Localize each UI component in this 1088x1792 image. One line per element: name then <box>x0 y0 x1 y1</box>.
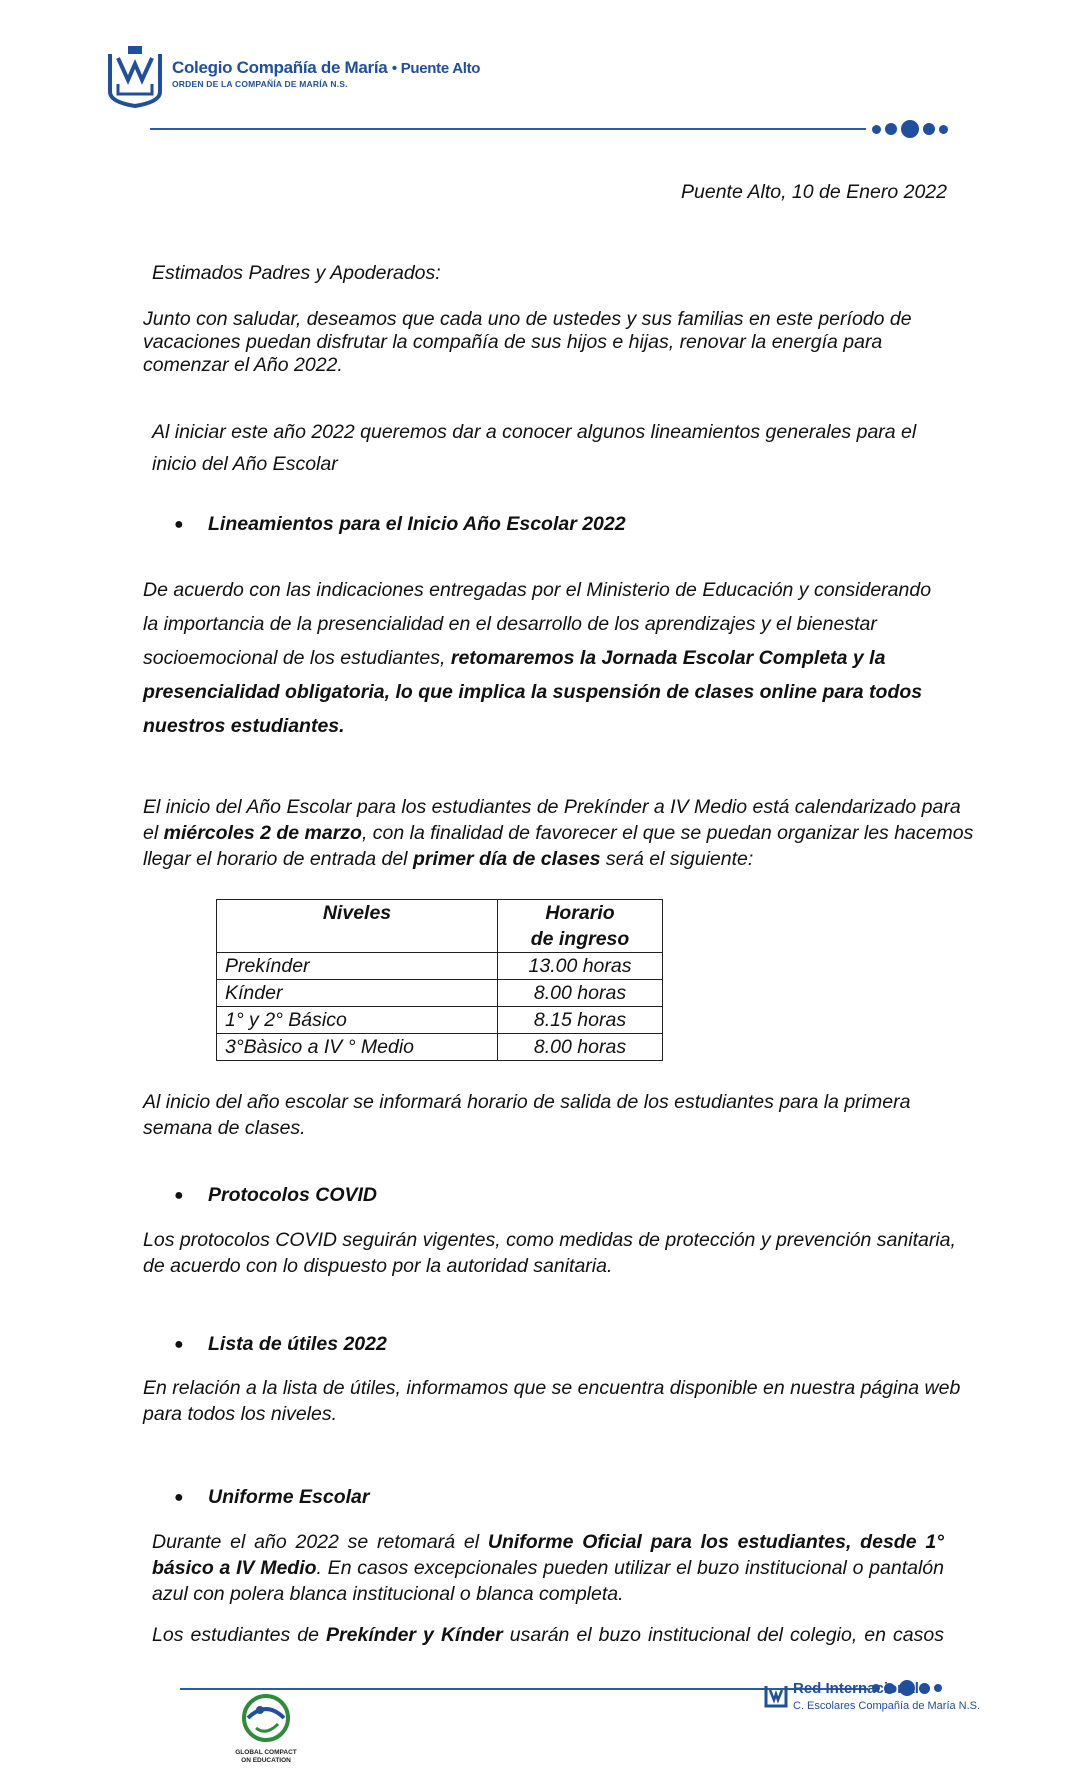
table-row <box>217 980 663 1007</box>
section1-line-2: la importancia de la presencialidad en el desarrollo de los aprendizajes y el bienestar <box>143 613 877 635</box>
section1-line-5: nuestros estudiantes. <box>143 715 345 737</box>
section1-line-3: socioemocional de los estudiantes, retomaremos la Jornada Escolar Completa y la <box>143 647 886 669</box>
section-heading-uniform: Uniforme Escolar <box>208 1486 370 1508</box>
table-cell-level: 3°Bàsico a IV ° Medio <box>217 1034 498 1061</box>
red-internacional-title: Red Internacional <box>793 1680 919 1697</box>
red-internacional-subtitle: C. Escolares Compañía de María N.S. <box>793 1700 981 1712</box>
table-row <box>217 1007 663 1034</box>
section1-line-1: De acuerdo con las indicaciones entregadas por el Ministerio de Educación y considerando <box>143 579 932 601</box>
table-row <box>217 953 663 980</box>
school-order: ORDEN DE LA COMPAÑÍA DE MARÍA N.S. <box>172 79 348 89</box>
schedule-intro-line-1: El inicio del Año Escolar para los estudiantes de Prekínder a IV Medio está calendarizado para <box>143 796 961 818</box>
uniform-paragraph-1: Durante el año 2022 se retomará el Uniforme Oficial para los estudiantes, desde 1° básico a IV Medio. En casos excepcionales pueden utilizar el buzo institucional o pantalón azul con polera blanca institucional o blanca completa. <box>152 1531 944 1605</box>
section1-line-4: presencialidad obligatoria, lo que implica la suspensión de clases online para todos <box>143 681 923 703</box>
table-cell-time: 8.00 horas <box>498 980 663 1007</box>
table-cell-time: 13.00 horas <box>498 953 663 980</box>
schedule-intro-line-3: llegar el horario de entrada del primer día de clases será el siguiente: <box>143 848 754 870</box>
table-cell-level: Prekínder <box>217 953 498 980</box>
red-internacional-logo-icon <box>764 1684 788 1710</box>
table-cell-level: Kínder <box>217 980 498 1007</box>
letter-date: Puente Alto, 10 de Enero 2022 <box>681 181 947 203</box>
bullet-icon: ● <box>174 1336 184 1353</box>
school-name: Colegio Compañía de María • Puente Alto <box>172 58 481 77</box>
table-cell-time: 8.15 horas <box>498 1007 663 1034</box>
header-dots <box>872 120 948 138</box>
table-header-row <box>217 900 663 953</box>
table-cell-level: 1° y 2° Básico <box>217 1007 498 1034</box>
bullet-icon: ● <box>174 516 184 533</box>
school-logo-icon <box>106 44 164 110</box>
covid-paragraph: Los protocolos COVID seguirán vigentes, como medidas de protección y prevención sanitaria, de acuerdo con lo dispuesto por la autoridad sanitaria. <box>143 1229 956 1277</box>
letter-greeting: Estimados Padres y Apoderados: <box>152 262 441 284</box>
svg-text:GLOBAL COMPACT: GLOBAL COMPACT <box>235 1749 297 1756</box>
svg-text:ON EDUCATION: ON EDUCATION <box>241 1757 291 1764</box>
after-table-paragraph: Al inicio del año escolar se informará horario de salida de los estudiantes para la primera semana de clases. <box>143 1091 911 1139</box>
bullet-icon: ● <box>174 1187 184 1204</box>
table-header-time: Horario de ingreso <box>498 900 663 953</box>
intro-paragraph: Junto con saludar, deseamos que cada uno de ustedes y sus familias en este período de vacaciones puedan disfrutar la compañía de sus hijos e hijas, renovar la energía para comenzar el Año 2022. <box>143 308 912 376</box>
section-heading-lineamientos: Lineamientos para el Inicio Año Escolar 2022 <box>208 513 626 535</box>
section-heading-supplies: Lista de útiles 2022 <box>208 1333 387 1355</box>
header-divider <box>150 128 866 130</box>
section-heading-covid: Protocolos COVID <box>208 1184 378 1206</box>
bullet-icon: ● <box>174 1489 184 1506</box>
table-header-level: Niveles <box>217 900 498 953</box>
table-cell-time: 8.00 horas <box>498 1034 663 1061</box>
schedule-table <box>216 899 663 1061</box>
start-line-1: Al iniciar este año 2022 queremos dar a conocer algunos lineamientos generales para el <box>152 421 917 443</box>
supplies-paragraph: En relación a la lista de útiles, informamos que se encuentra disponible en nuestra página web para todos los niveles. <box>143 1377 961 1425</box>
uniform-paragraph-2: Los estudiantes de Prekínder y Kínder usarán el buzo institucional del colegio, en casos <box>152 1624 944 1646</box>
table-row <box>217 1034 663 1061</box>
schedule-intro-line-2: el miércoles 2 de marzo, con la finalidad de favorecer el que se puedan organizar les hacemos <box>143 822 974 844</box>
start-line-2: inicio del Año Escolar <box>152 453 338 475</box>
global-compact-logo-icon <box>234 1688 298 1768</box>
